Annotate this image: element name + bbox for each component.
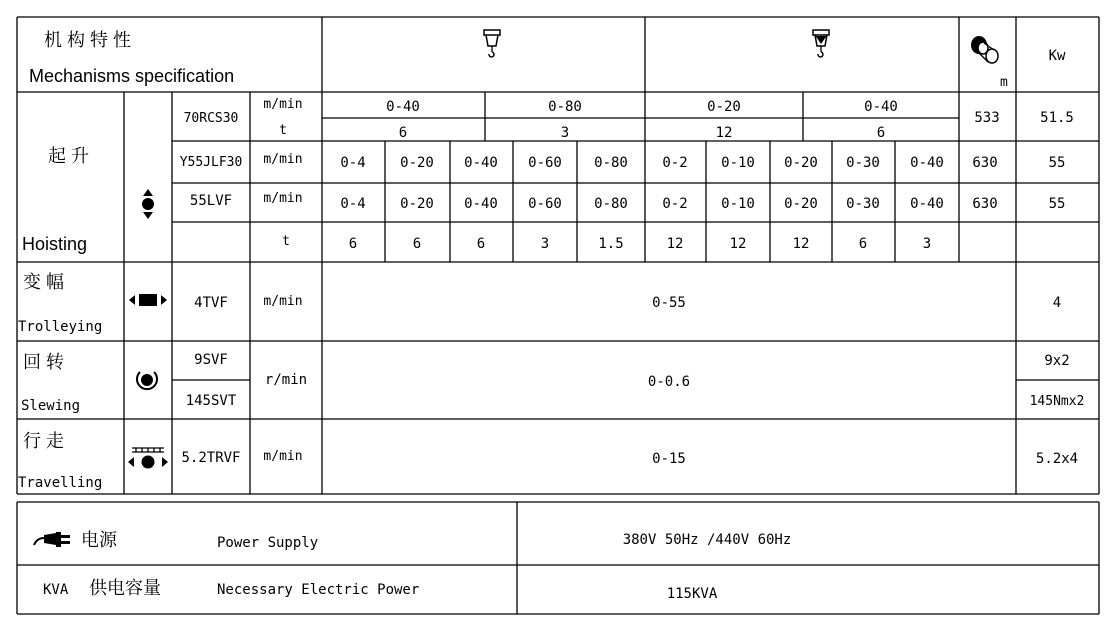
hoist-unit-speed: m/min — [263, 97, 303, 112]
hoist-55lvf-rope: 630 — [972, 196, 998, 212]
hook-light-load-icon — [484, 30, 500, 57]
hoist-55lvf-value: 0-60 — [528, 196, 562, 212]
hoist-y55jlf30-value: 0-20 — [400, 155, 434, 171]
hoist-load-value: 12 — [792, 236, 810, 252]
hoist-70rcs30-speed: 0-40 — [386, 99, 420, 115]
hoist-load-value: 12 — [729, 236, 747, 252]
hoisting-label-en: Hoisting — [22, 234, 88, 254]
travelling-label-cn: 行 走 — [23, 431, 65, 451]
hoist-load-value: 6 — [476, 236, 486, 252]
rope-drum-icon — [971, 36, 998, 63]
electric-power-value: 115KVA — [666, 586, 718, 602]
hoist-70rcs30-load: 6 — [876, 125, 886, 141]
hook-heavy-load-icon — [813, 30, 829, 57]
hoist-55lvf-value: 0-40 — [464, 196, 498, 212]
slewing-unit: r/min — [264, 372, 308, 388]
hoist-y55jlf30-value: 0-10 — [721, 155, 755, 171]
slewing-label-cn: 回 转 — [23, 352, 65, 372]
hoist-load-value: 1.5 — [598, 236, 624, 252]
hoist-70rcs30-load: 12 — [715, 125, 733, 141]
power-unit: Kw — [1048, 48, 1066, 64]
trolleying-model: 4TVF — [194, 295, 228, 311]
trolleying-kw: 4 — [1052, 295, 1062, 311]
slewing-model-145svt: 145SVT — [185, 393, 237, 409]
hoist-load-value: 3 — [540, 236, 550, 252]
trolleying-label-en: Trolleying — [18, 319, 103, 335]
rail-travel-icon — [128, 448, 168, 469]
hoist-load-value: 6 — [858, 236, 868, 252]
hoist-70rcs30-kw: 51.5 — [1040, 110, 1074, 126]
header-title-cn: 机 构 特 性 — [44, 30, 132, 50]
hoist-y55jlf30-value: 0-80 — [594, 155, 628, 171]
slewing-label-en: Slewing — [21, 398, 81, 414]
hoist-load-value: 12 — [666, 236, 684, 252]
hoist-70rcs30-speed: 0-40 — [864, 99, 898, 115]
hoist-model-70rcs30: 70RCS30 — [183, 111, 239, 126]
hoist-y55jlf30-value: 0-30 — [846, 155, 880, 171]
power-plug-icon — [34, 532, 70, 547]
electric-power-label-en: Necessary Electric Power — [217, 582, 420, 598]
hoist-unit-load: t — [279, 123, 287, 138]
power-table-grid — [17, 502, 1099, 614]
hoist-55lvf-value: 0-10 — [721, 196, 755, 212]
travelling-label-en: Travelling — [18, 475, 103, 491]
slewing-rotation-icon — [137, 372, 157, 389]
power-supply-label-en: Power Supply — [217, 535, 319, 551]
hoist-model-y55jlf30: Y55JLF30 — [179, 155, 243, 170]
trolleying-speed: 0-55 — [652, 295, 686, 311]
hoist-y55jlf30-value: 0-40 — [464, 155, 498, 171]
rope-unit: m — [1000, 75, 1008, 90]
hoist-load-unit: t — [282, 234, 290, 249]
hoist-up-down-icon — [142, 189, 154, 219]
kva-prefix: KVA — [43, 582, 69, 598]
hoist-y55jlf30-kw: 55 — [1048, 155, 1066, 171]
hoist-y55jlf30-value: 0-4 — [340, 155, 366, 171]
hoist-55lvf-unit: m/min — [263, 191, 303, 206]
hoist-y55jlf30-rope: 630 — [972, 155, 998, 171]
power-supply-label-cn: 电源 — [81, 530, 117, 550]
hoist-70rcs30-load: 3 — [560, 125, 570, 141]
power-supply-value: 380V 50Hz /440V 60Hz — [622, 532, 792, 548]
hoist-55lvf-value: 0-30 — [846, 196, 880, 212]
hoisting-label-cn: 起 升 — [48, 146, 90, 166]
hoist-y55jlf30-value: 0-20 — [784, 155, 818, 171]
hoist-y55jlf30-value: 0-60 — [528, 155, 562, 171]
hoist-y55jlf30-value: 0-40 — [910, 155, 944, 171]
slewing-speed: 0-0.6 — [647, 374, 691, 390]
hoist-y55jlf30-value: 0-2 — [662, 155, 688, 171]
electric-power-label-cn: 供电容量 — [89, 578, 161, 598]
hoist-load-value: 6 — [348, 236, 358, 252]
travelling-kw: 5.2x4 — [1035, 451, 1079, 467]
hoist-y55jlf30-unit: m/min — [263, 152, 303, 167]
hoist-load-value: 6 — [412, 236, 422, 252]
travelling-speed: 0-15 — [652, 451, 686, 467]
hoist-70rcs30-load: 6 — [398, 125, 408, 141]
hoist-55lvf-value: 0-4 — [340, 196, 366, 212]
travelling-unit: m/min — [263, 449, 303, 464]
hoist-55lvf-value: 0-20 — [784, 196, 818, 212]
hoist-70rcs30-rope: 533 — [974, 110, 1000, 126]
hoist-55lvf-value: 0-20 — [400, 196, 434, 212]
main-table-grid — [17, 17, 1099, 494]
trolley-left-right-icon — [129, 294, 167, 306]
hoist-load-value: 3 — [922, 236, 932, 252]
hoist-model-55lvf: 55LVF — [189, 193, 233, 209]
travelling-model: 5.2TRVF — [181, 450, 241, 466]
hoist-55lvf-value: 0-2 — [662, 196, 688, 212]
trolleying-label-cn: 变 幅 — [23, 272, 65, 292]
hoist-70rcs30-speed: 0-80 — [548, 99, 582, 115]
header-title-en: Mechanisms specification — [29, 66, 235, 86]
slewing-kw-9svf: 9x2 — [1044, 353, 1070, 369]
hoist-70rcs30-speed: 0-20 — [707, 99, 741, 115]
slewing-model-9svf: 9SVF — [194, 352, 228, 368]
slewing-kw-145svt: 145Nmx2 — [1029, 394, 1085, 409]
trolleying-unit: m/min — [263, 294, 303, 309]
hoist-55lvf-value: 0-80 — [594, 196, 628, 212]
hoist-55lvf-kw: 55 — [1048, 196, 1066, 212]
hoist-55lvf-value: 0-40 — [910, 196, 944, 212]
